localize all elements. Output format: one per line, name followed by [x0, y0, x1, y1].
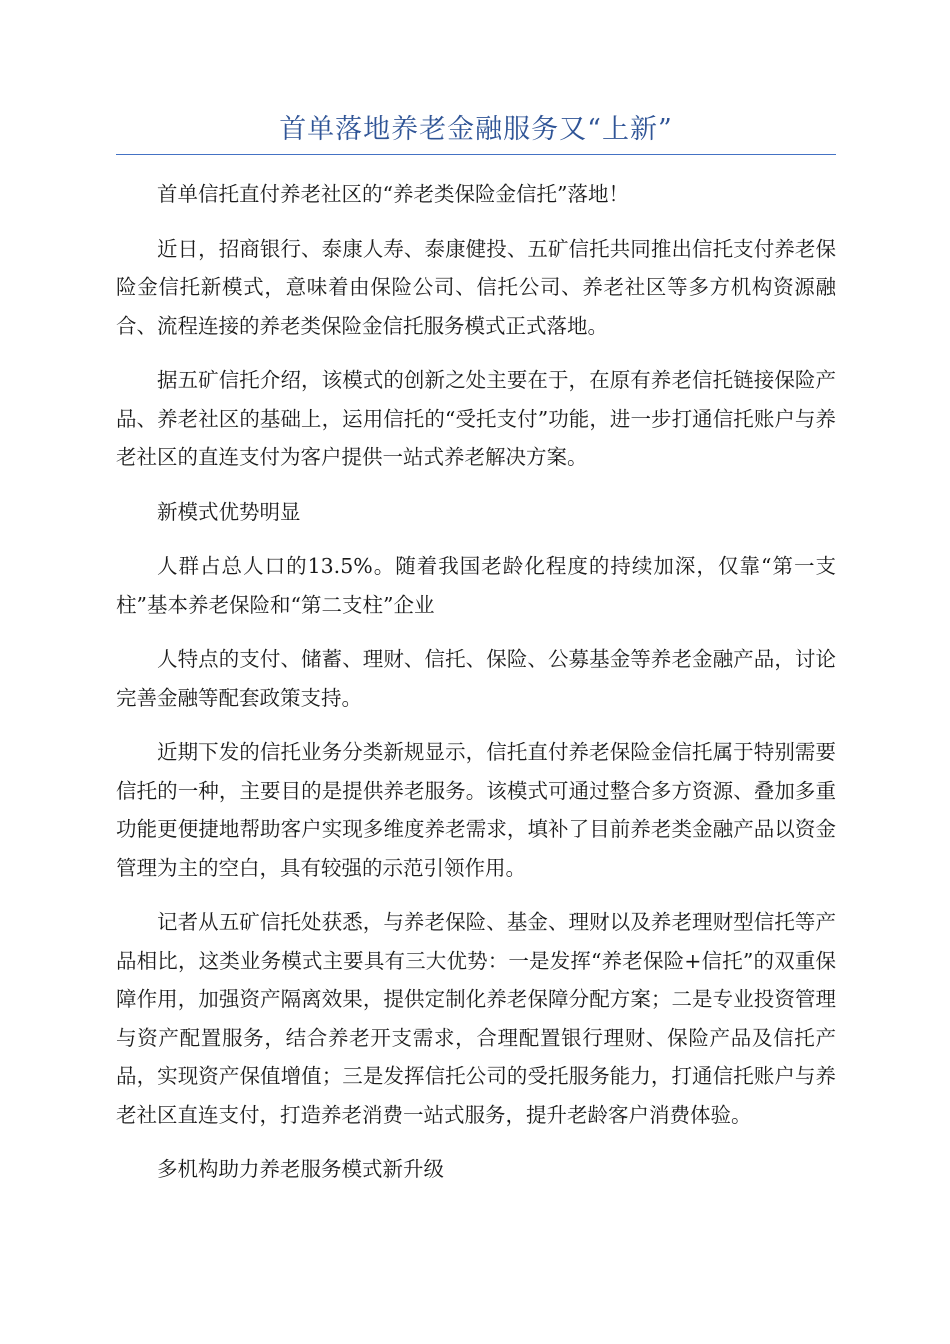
paragraph-regulation: 近期下发的信托业务分类新规显示，信托直付养老保险金信托属于特别需要信托的一种，主要目的是提供养老服务。该模式可通过整合多方资源、叠加多重功能更便捷地帮助客户实现多维度养老需求，填补了目前养老类金融产品以资金管理为主的空白，具有较强的示范引领作用。: [116, 740, 836, 880]
section-heading-upgrade: 多机构助力养老服务模式新升级: [157, 1157, 444, 1181]
document-body: [116, 175, 836, 1189]
paragraph-news: 近日，招商银行、泰康人寿、泰康健投、五矿信托共同推出信托支付养老保险金信托新模式，意味着由保险公司、信托公司、养老社区等多方机构资源融合、流程连接的养老类保险金信托服务模式正式落地。: [116, 236, 836, 338]
paragraph-three-advantages: 记者从五矿信托处获悉，与养老保险、基金、理财以及养老理财型信托等产品相比，这类业务模式主要具有三大优势：一是发挥“养老保险+信托”的双重保障作用，加强资产隔离效果，提供定制化养老保障分配方案；二是专业投资管理与资产配置服务，结合养老开支需求，合理配置银行理财、保险产品及信托产品，实现资产保值增值；三是发挥信托公司的受托服务能力，打通信托账户与养老社区直连支付，打造养老消费一站式服务，提升老龄客户消费体验。: [116, 910, 836, 1127]
paragraph-innovation: 据五矿信托介绍，该模式的创新之处主要在于，在原有养老信托链接保险产品、养老社区的基础上，运用信托的“受托支付”功能，进一步打通信托账户与养老社区的直连支付为客户提供一站式养老解决方案。: [116, 368, 836, 469]
paragraph-intro: 首单信托直付养老社区的“养老类保险金信托”落地！: [157, 182, 629, 206]
paragraph-products: 人特点的支付、储蓄、理财、信托、保险、公募基金等养老金融产品，讨论完善金融等配套政策支持。: [116, 647, 836, 710]
document-page: [116, 108, 836, 1205]
document-title: 首单落地养老金融服务又“上新”: [116, 108, 836, 155]
paragraph-population: 人群占总人口的13.5%。随着我国老龄化程度的持续加深，仅靠“第一支柱”基本养老保险和“第二支柱”企业: [116, 554, 836, 617]
section-heading-advantages: 新模式优势明显: [157, 499, 301, 524]
